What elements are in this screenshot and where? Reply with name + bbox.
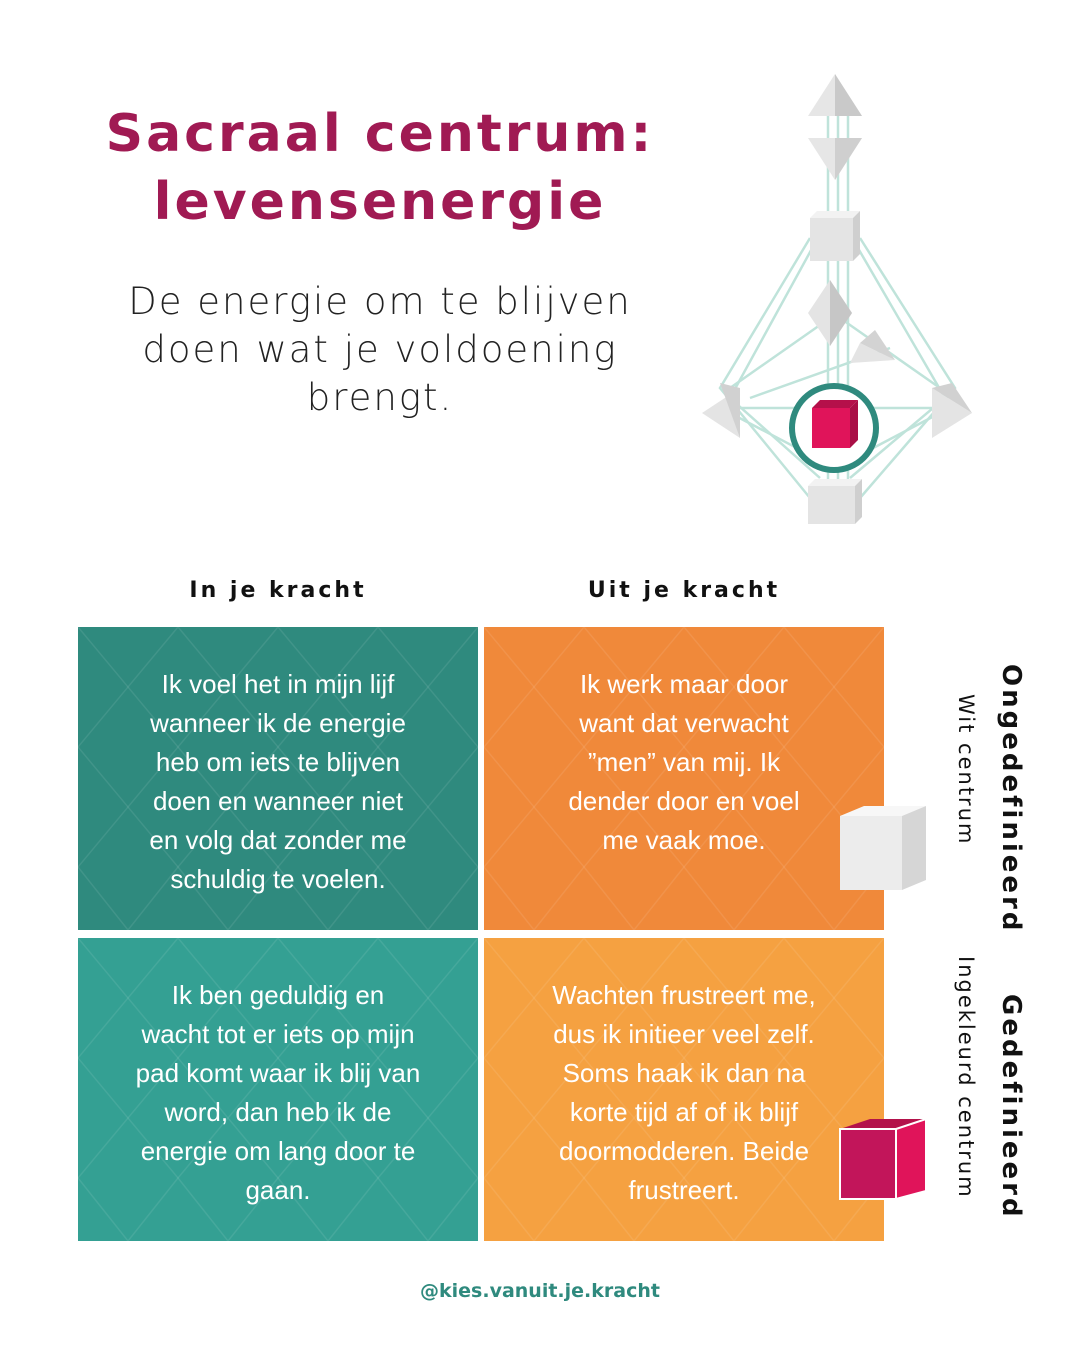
cell-line: schuldig te voelen. [170,864,386,894]
column-header-in-je-kracht: In je kracht [189,578,367,603]
cell-undefined-uit-kracht [484,627,884,930]
page-title [60,100,700,236]
cell-line: frustreert. [628,1175,740,1205]
cell-text [508,976,860,1210]
cell-line: Ik ben geduldig en [171,980,385,1010]
cell-line: dus ik initieer veel zelf. [553,1019,815,1049]
cell-line: energie om lang door te [140,1136,416,1166]
cell-defined-uit-kracht [484,938,884,1241]
cell-line: dender door en voel [568,786,800,816]
page-subtitle [90,278,670,422]
column-header-uit-je-kracht: Uit je kracht [587,578,781,603]
cell-line: Soms haak ik dan na [562,1058,806,1088]
cell-defined-in-kracht [78,938,478,1241]
subtitle-line-2: doen wat je voldoening [142,328,618,371]
title-line-2: levensenergie [153,172,607,232]
title-line-1: Sacraal centrum: [105,104,655,164]
cell-line: Wachten frustreert me, [552,980,816,1010]
row-label-ongedefinieerd: Ongedefinieerd [996,664,1026,934]
cell-text [102,976,454,1210]
cell-line: wacht tot er iets op mijn [141,1019,415,1049]
cell-line: ”men” van mij. Ik [587,747,781,777]
row-label-gedefinieerd: Gedefinieerd [996,994,1026,1220]
cell-line: en volg dat zonder me [149,825,407,855]
cell-line: pad komt waar ik blij van [135,1058,421,1088]
cell-text [508,665,860,860]
cell-line: wanneer ik de energie [150,708,406,738]
cell-line: word, dan heb ik de [164,1097,392,1127]
row-sublabel-ingekleurd-centrum: Ingekleurd centrum [954,956,978,1199]
bodygraph-icon [690,68,980,530]
cell-line: Ik werk maar door [579,669,789,699]
cell-line: doen en wanneer niet [152,786,404,816]
subtitle-line-1: De energie om te blijven [128,280,632,323]
row-sublabel-wit-centrum: Wit centrum [954,694,978,846]
cell-line: heb om iets te blijven [155,747,401,777]
footer-handle: @kies.vanuit.je.kracht [420,1280,660,1302]
cell-line: korte tijd af of ik blijf [569,1097,799,1127]
cell-undefined-in-kracht [78,627,478,930]
cell-line: me vaak moe. [602,825,766,855]
cell-line: want dat verwacht [579,708,789,738]
cell-line: Ik voel het in mijn lijf [161,669,395,699]
red-cube-icon [836,1115,932,1205]
subtitle-line-3: brengt. [306,376,454,419]
white-cube-icon [836,802,932,894]
cell-line: doormodderen. Beide [558,1136,810,1166]
cell-text [102,665,454,899]
cell-line: gaan. [245,1175,311,1205]
